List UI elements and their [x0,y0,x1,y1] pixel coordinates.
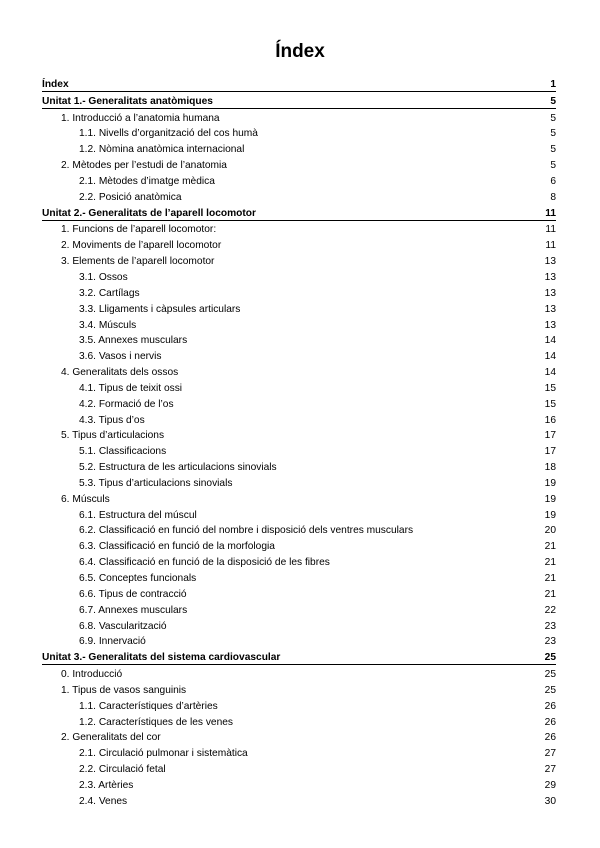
toc-entry-page-number: 26 [544,700,556,712]
toc-entry-label: 6.2. Classificació en funció del nombre i disposició dels ventres musculars [79,525,414,537]
toc-entry-label: 2.4. Venes [79,795,128,807]
toc-entry-label: Unitat 3.- Generalitats del sistema cardiovascular [42,652,281,664]
toc-entry[interactable] [42,156,556,172]
toc-entry-page-number: 21 [544,588,556,600]
toc-entry[interactable] [42,648,556,665]
toc-entry[interactable] [42,109,556,125]
toc-entry-label: 3.2. Cartílags [79,287,140,299]
toc-entry[interactable] [42,665,556,681]
toc-entry-page-number: 13 [544,287,556,299]
toc-entry-page-number: 29 [544,779,556,791]
toc-entry[interactable] [42,585,556,601]
toc-entry[interactable] [42,792,556,808]
toc-entry[interactable] [42,427,556,443]
toc-entry[interactable] [42,697,556,713]
toc-entry[interactable] [42,506,556,522]
toc-entry-label: 5.1. Classificacions [79,446,167,458]
toc-entry[interactable] [42,125,556,141]
toc-entry-page-number: 15 [544,398,556,410]
toc-entry-label: 6.9. Innervació [79,636,146,648]
toc-entry-label: 3. Elements de l’aparell locomotor [61,256,215,268]
toc-entry-page-number: 13 [544,319,556,331]
toc-entry-page-number: 18 [544,462,556,474]
toc-entry-page-number: 30 [544,795,556,807]
toc-entry-page-number: 14 [544,367,556,379]
toc-entry-label: 4.3. Tipus d’os [79,414,145,426]
toc-entry-label: 2.2. Circulació fetal [79,764,166,776]
toc-entry-page-number: 25 [544,684,556,696]
toc-entry-label: 2.2. Posició anatòmica [79,191,182,203]
toc-entry-label: 5. Tipus d’articulacions [61,430,165,442]
toc-entry[interactable] [42,332,556,348]
toc-entry[interactable] [42,474,556,490]
toc-entry-page-number: 26 [544,716,556,728]
toc-entry[interactable] [42,713,556,729]
toc-entry-page-number: 26 [544,732,556,744]
toc-entry-page-number: 8 [550,191,556,203]
toc-entry-label: 1. Introducció a l’anatomia humana [61,112,220,124]
toc-entry-page-number: 16 [544,414,556,426]
toc-entry-label: 6.4. Classificació en funció de la disposició de les fibres [79,557,330,569]
table-of-contents [42,75,556,808]
toc-entry-page-number: 1 [550,78,556,90]
toc-entry-page-number: 21 [544,541,556,553]
toc-entry-page-number: 21 [544,573,556,584]
toc-entry-page-number: 6 [550,175,556,187]
toc-entry[interactable] [42,379,556,395]
toc-entry[interactable] [42,252,556,268]
toc-entry-page-number: 13 [544,271,556,283]
toc-entry[interactable] [42,140,556,156]
toc-entry-label: 4. Generalitats dels ossos [61,367,179,379]
toc-entry-page-number: 19 [544,477,556,489]
toc-entry-label: Unitat 2.- Generalitats de l’aparell locomotor [42,207,256,219]
toc-entry[interactable] [42,395,556,411]
toc-entry-page-number: 11 [545,240,556,252]
toc-entry-page-number: 5 [550,160,556,172]
toc-entry-page-number: 14 [544,335,556,347]
toc-entry-label: 2.1. Mètodes d’imatge mèdica [79,175,215,187]
toc-entry-label: 3.3. Lligaments i càpsules articulars [79,303,241,315]
toc-entry[interactable] [42,729,556,745]
toc-entry[interactable] [42,268,556,284]
toc-entry-label: 6.5. Conceptes funcionals [79,573,197,584]
toc-entry-page-number: 27 [544,748,556,760]
toc-entry[interactable] [42,760,556,776]
toc-entry-label: 1.1. Característiques d’artèries [79,700,218,712]
toc-entry[interactable] [42,363,556,379]
toc-entry[interactable] [42,537,556,553]
toc-entry-label: 1. Funcions de l’aparell locomotor: [61,224,217,236]
toc-entry-page-number: 11 [545,207,556,219]
toc-entry[interactable] [42,601,556,617]
toc-entry-page-number: 5 [550,128,556,140]
toc-entry-page-number: 14 [544,351,556,363]
toc-entry-label: 6.7. Annexes musculars [79,604,188,616]
toc-entry-label: Unitat 1.- Generalitats anatòmiques [42,95,213,107]
toc-entry[interactable] [42,458,556,474]
toc-entry[interactable] [42,553,556,569]
toc-entry-page-number: 13 [544,256,556,268]
toc-entry-page-number: 5 [550,112,556,124]
toc-entry[interactable] [42,744,556,760]
toc-entry-label: 2. Generalitats del cor [61,732,161,744]
toc-entry-page-number: 27 [544,764,556,776]
toc-entry-label: 6.8. Vascularització [79,620,167,632]
toc-entry-page-number: 25 [544,669,556,681]
toc-entry-label: 2. Mètodes per l’estudi de l’anatomia [61,160,227,172]
toc-entry-page-number: 11 [545,224,556,236]
toc-entry[interactable] [42,411,556,427]
toc-entry[interactable] [42,75,556,92]
toc-entry-label: 6.1. Estructura del múscul [79,509,197,521]
toc-entry[interactable] [42,92,556,109]
toc-entry-label: 1.2. Nòmina anatòmica internacional [79,144,245,156]
toc-entry-label: 6.6. Tipus de contracció [79,588,187,600]
toc-entry-page-number: 19 [544,493,556,505]
toc-entry[interactable] [42,617,556,633]
toc-entry-page-number: 23 [544,620,556,632]
toc-entry-page-number: 13 [544,303,556,315]
toc-entry[interactable] [42,442,556,458]
toc-entry-page-number: 5 [550,95,556,107]
toc-entry-label: Índex [42,78,69,90]
toc-entry-label: 3.6. Vasos i nervis [79,351,162,363]
toc-entry-label: 3.1. Ossos [79,271,128,283]
toc-entry-label: 6. Músculs [61,493,110,505]
toc-entry-page-number: 17 [544,446,556,458]
toc-entry-label: 1. Tipus de vasos sanguinis [61,684,187,696]
toc-entry-label: 3.5. Annexes musculars [79,335,188,347]
toc-entry[interactable] [42,569,556,585]
toc-entry-label: 4.2. Formació de l’os [79,398,174,410]
toc-entry[interactable] [42,221,556,237]
toc-entry-label: 1.2. Característiques de les venes [79,716,234,728]
toc-entry[interactable] [42,172,556,188]
toc-entry[interactable] [42,522,556,538]
toc-entry-label: 3.4. Músculs [79,319,137,331]
toc-entry-page-number: 21 [544,557,556,569]
toc-entry-label: 0. Introducció [61,669,123,681]
toc-entry-label: 2. Moviments de l’aparell locomotor [61,240,222,252]
page-title: Índex [275,41,325,62]
toc-entry[interactable] [42,188,556,204]
toc-entry-page-number: 23 [544,636,556,648]
toc-entry-page-number: 19 [544,509,556,521]
toc-entry-label: 1.1. Nivells d’organització del cos humà [79,128,258,140]
toc-entry-page-number: 17 [544,430,556,442]
toc-entry-page-number: 15 [544,382,556,394]
toc-entry[interactable] [42,284,556,300]
toc-entry[interactable] [42,490,556,506]
toc-entry-label: 2.3. Artèries [79,779,134,791]
toc-entry[interactable] [42,776,556,792]
toc-entry-label: 4.1. Tipus de teixit ossi [79,382,183,394]
toc-entry-label: 2.1. Circulació pulmonar i sistemàtica [79,748,248,760]
toc-entry-page-number: 5 [550,144,556,156]
toc-entry[interactable] [42,681,556,697]
toc-entry[interactable] [42,204,556,221]
toc-entry-page-number: 22 [544,604,556,616]
toc-entry-label: 5.3. Tipus d’articulacions sinovials [79,477,233,489]
toc-entry[interactable] [42,300,556,316]
toc-entry[interactable] [42,633,556,649]
toc-entry[interactable] [42,316,556,332]
toc-entry-label: 6.3. Classificació en funció de la morfologia [79,541,275,553]
toc-entry[interactable] [42,347,556,363]
toc-entry-page-number: 20 [544,525,556,537]
toc-entry-page-number: 25 [544,652,556,664]
toc-entry-label: 5.2. Estructura de les articulacions sinovials [79,462,277,474]
toc-entry[interactable] [42,236,556,252]
